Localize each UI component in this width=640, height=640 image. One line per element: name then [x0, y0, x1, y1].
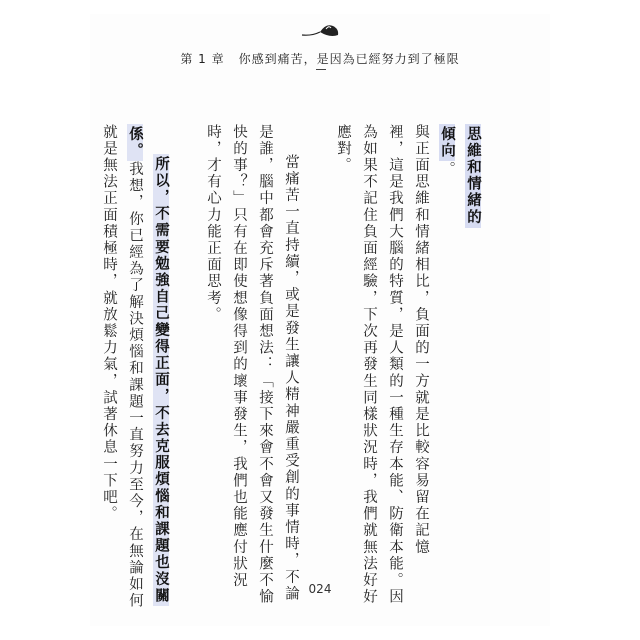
text-line: 快的事？」只有在即使想像得到的壞事發生，我們也能應付狀況: [231, 124, 247, 589]
highlighted-sentence-end: 係。: [127, 126, 143, 160]
header-rule: [316, 69, 326, 70]
highlight-column: [152, 124, 170, 605]
ornament-icon: [300, 20, 342, 42]
chapter-title: 你感到痛苦，是因為已經努力到了極限: [238, 52, 460, 66]
paragraph-break: [178, 124, 196, 524]
paragraph-break: [308, 124, 326, 524]
text-line: 當痛苦一直持續，或是發生讓人精神嚴重受創的事情時，不論: [283, 154, 299, 603]
text-line: 是誰，腦中都會充斥著負面想法：「接下來會不會又發生什麼不愉: [257, 124, 273, 606]
text-line: 應對。: [335, 124, 351, 174]
running-header: [0, 50, 640, 67]
page-number: 024: [308, 582, 332, 596]
text-line: 與正面思維和情緒相比，負面的一方就是比較容易留在記憶: [413, 124, 429, 556]
heading-tail: 。: [439, 161, 455, 178]
highlighted-sentence: 所以，不需要勉強自己變得正面，不去克服煩惱和課題也沒關: [153, 156, 169, 605]
text-line: 裡，這是我們大腦的特質，是人類的一種生存本能、防衛本能。因: [387, 124, 403, 606]
text-line: 為如果不記住負面經驗，下次再發生同樣狀況時，我們就無法好好: [361, 124, 377, 606]
text-line-mixed: [126, 124, 144, 610]
section-heading-line-2: 傾向: [439, 126, 455, 160]
text-line: 時，才有心力能正面思考。: [205, 124, 221, 324]
heading-column: [464, 124, 482, 524]
text-line: 就是無法正面積極時，就放鬆力氣，試著休息一下吧。: [101, 124, 117, 523]
section-heading-line-1: 思維和情緒的: [465, 126, 481, 226]
heading-column-2: [438, 124, 456, 524]
chapter-label: 第 1 章: [180, 52, 225, 66]
text-line: 我想，你已經為了解決煩惱和課題一直努力至今，在無論如何: [127, 161, 143, 610]
